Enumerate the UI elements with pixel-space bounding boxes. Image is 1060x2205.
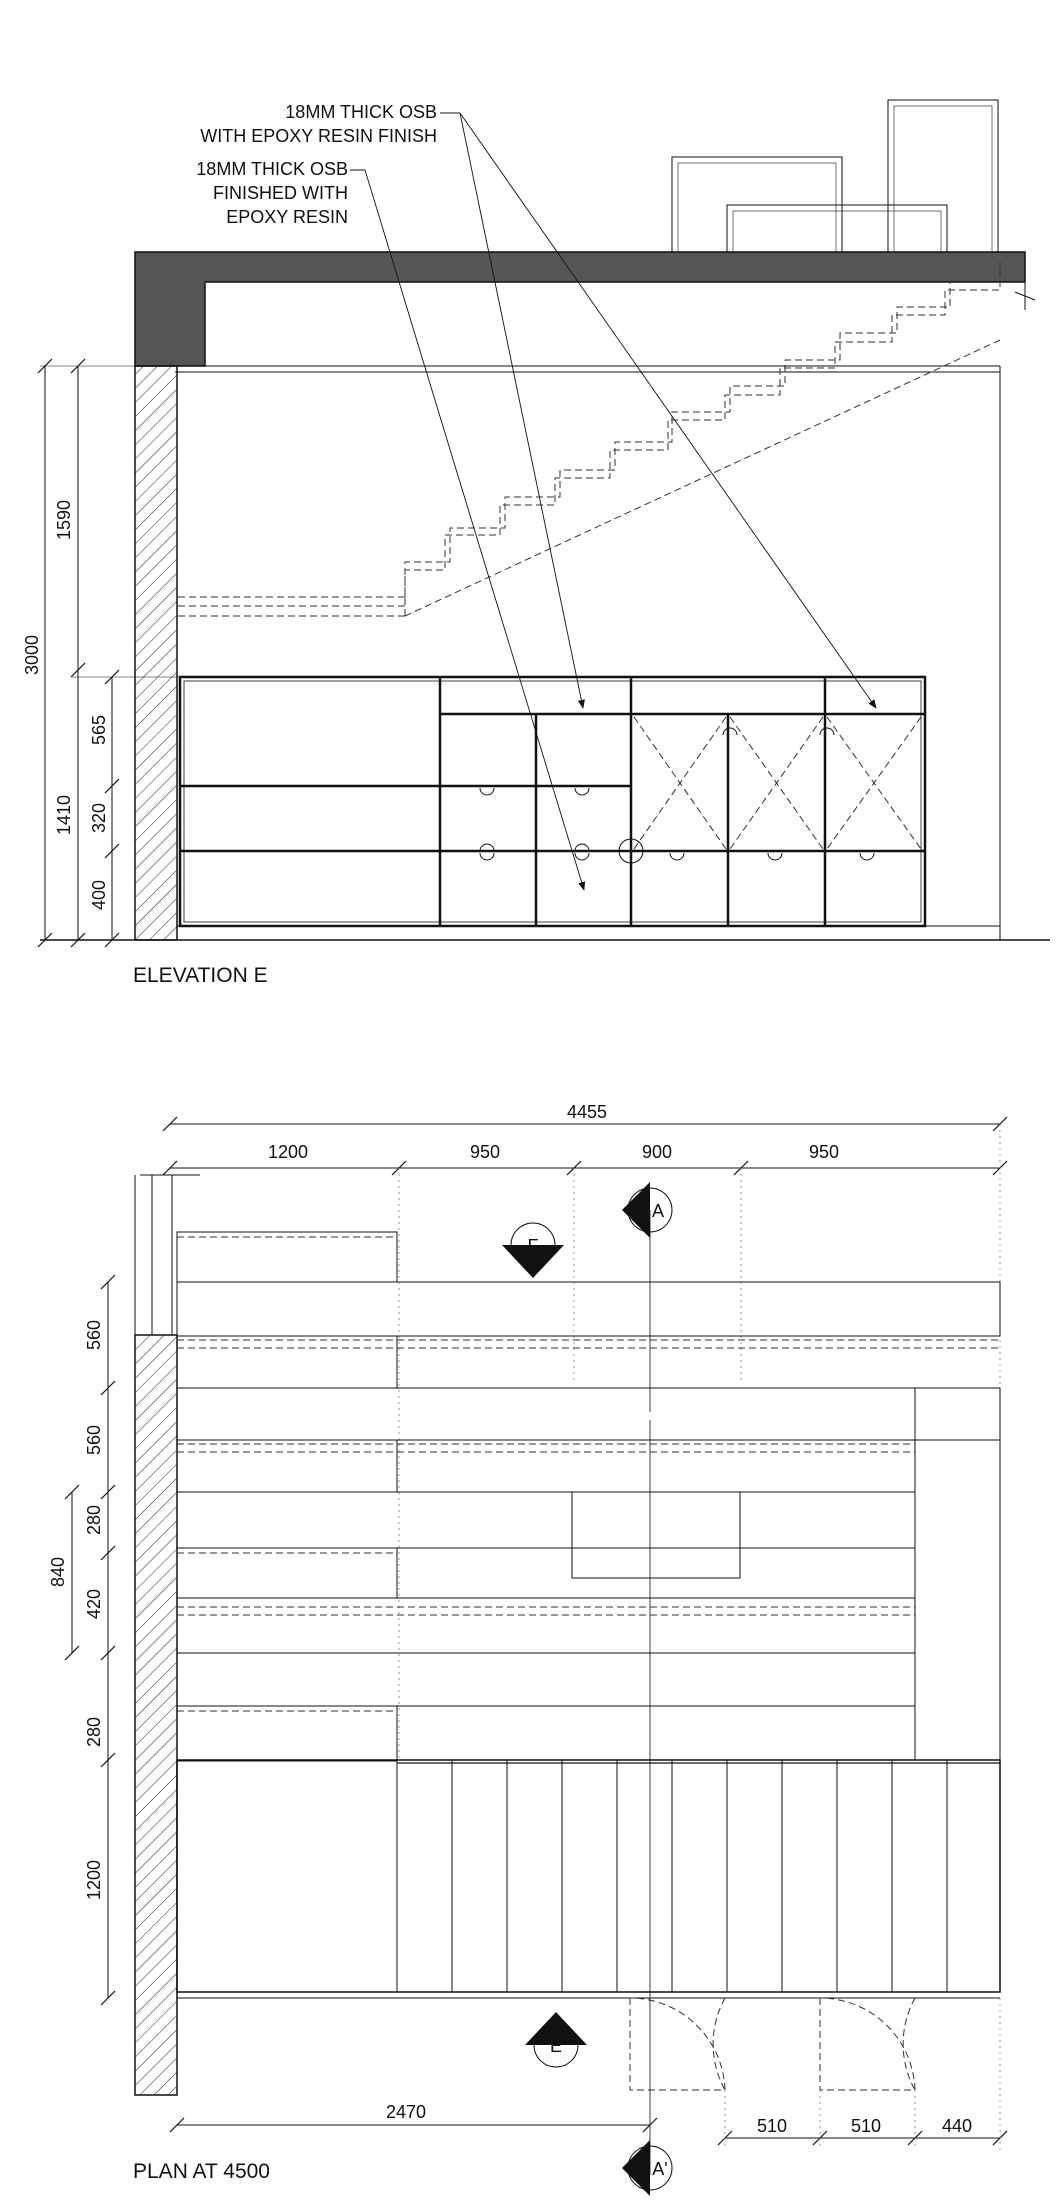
elevation-title: ELEVATION E <box>133 964 268 987</box>
dim-1200-top: 1200 <box>267 1142 309 1162</box>
note-1-line-2: WITH EPOXY RESIN FINISH <box>200 126 437 146</box>
dim-440: 440 <box>941 2116 973 2136</box>
section-marker-a-prime <box>622 2140 672 2196</box>
upper-floor-slab <box>135 252 1025 366</box>
dim-280-b: 280 <box>84 1716 104 1748</box>
elevation-e <box>22 100 1050 987</box>
plan-top-dimensions <box>163 1117 1007 1760</box>
dim-950-b: 950 <box>808 1142 840 1162</box>
plan-cabinet-block <box>177 1760 1000 2090</box>
dim-2470: 2470 <box>385 2102 427 2122</box>
dim-400: 400 <box>89 879 109 911</box>
svg-text:A': A' <box>652 2159 668 2179</box>
upper-furniture-2 <box>727 205 947 252</box>
note-1-line-1: 18MM THICK OSB <box>285 102 437 122</box>
elevation-marker-e <box>525 2012 587 2067</box>
dim-420: 420 <box>84 1588 104 1620</box>
svg-text:F: F <box>527 1236 539 1256</box>
plan-title: PLAN AT 4500 <box>133 2160 270 2183</box>
dim-280-a: 280 <box>84 1504 104 1536</box>
dim-3000: 3000 <box>22 634 42 676</box>
dim-1200-left: 1200 <box>84 1859 104 1901</box>
svg-text:A: A <box>651 1201 665 1221</box>
upper-furniture-3 <box>888 100 998 252</box>
hatched-wall-elevation <box>135 366 177 940</box>
annotation-leaders <box>350 113 876 890</box>
cabinet-unit <box>180 677 925 926</box>
dim-510-a: 510 <box>756 2116 788 2136</box>
note-2-line-2: FINISHED WITH <box>213 183 348 203</box>
hatched-wall-plan <box>135 1335 177 2095</box>
dim-950-a: 950 <box>469 1142 501 1162</box>
dim-320: 320 <box>89 802 109 834</box>
dim-1410: 1410 <box>54 794 74 836</box>
svg-text:E: E <box>549 2036 563 2056</box>
plan-at-4500 <box>48 1102 1007 2196</box>
dim-900: 900 <box>641 1142 673 1162</box>
dim-840: 840 <box>48 1556 68 1588</box>
dim-1590: 1590 <box>54 499 74 541</box>
dim-4455: 4455 <box>566 1102 608 1122</box>
note-2-line-1: 18MM THICK OSB <box>196 159 348 179</box>
note-2-line-3: EPOXY RESIN <box>226 207 348 227</box>
dim-565: 565 <box>89 714 109 746</box>
elevation-marker-f <box>502 1223 564 1278</box>
section-marker-a <box>622 1182 672 1238</box>
hidden-stair <box>178 262 1000 616</box>
plan-stair-treads <box>177 1232 1000 1761</box>
dim-560-b: 560 <box>84 1424 104 1456</box>
dim-510-b: 510 <box>850 2116 882 2136</box>
dim-560-a: 560 <box>84 1319 104 1351</box>
